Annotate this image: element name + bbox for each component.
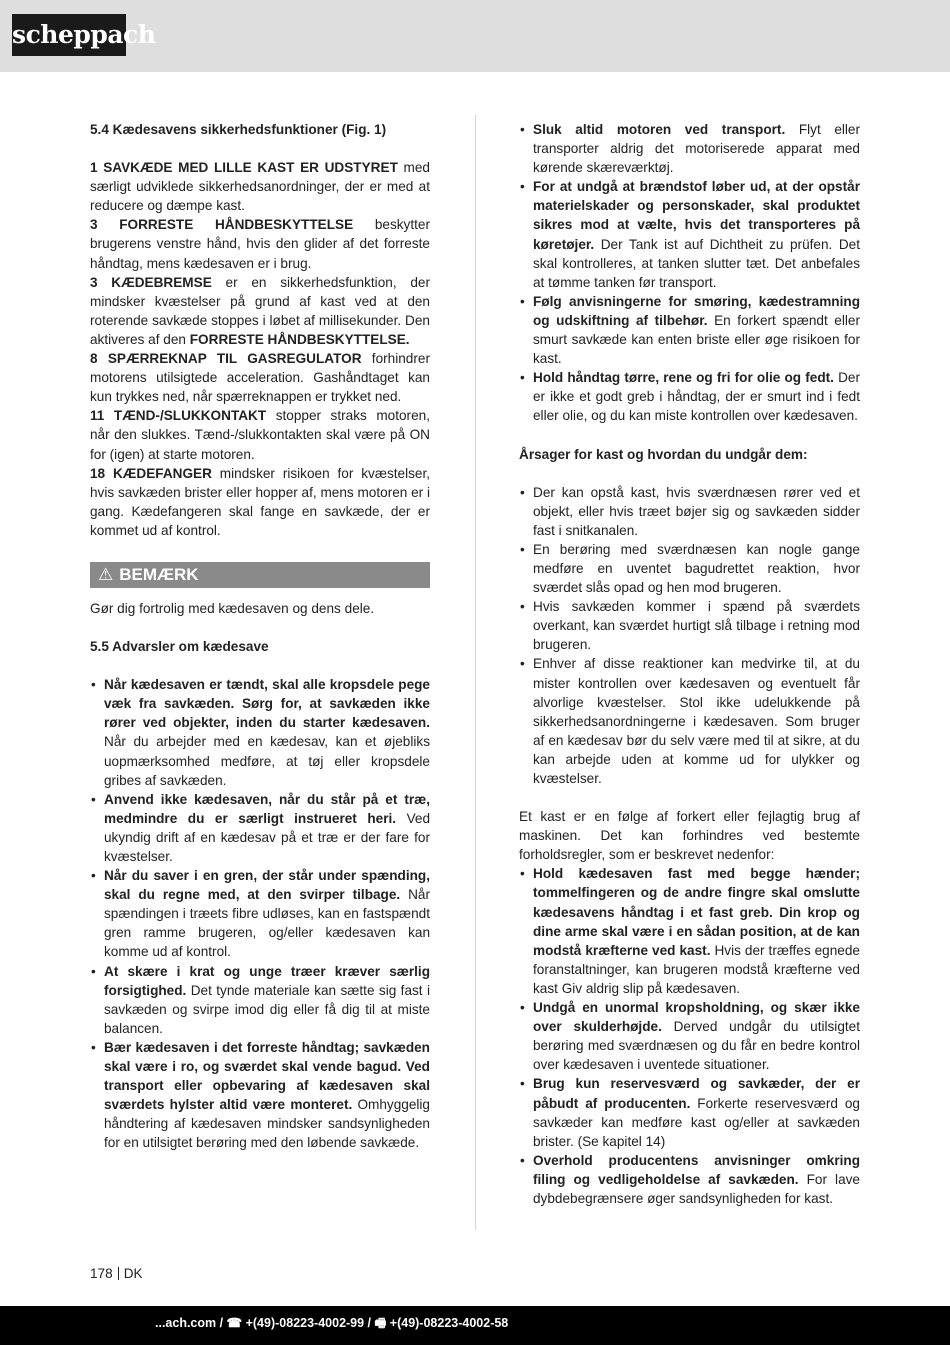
list-item: [519, 1074, 860, 1150]
feature-item: [90, 464, 430, 540]
column-divider: [475, 115, 476, 1230]
warning-text: Når du arbejder med en kædesav, kan et øjebliks uopmærksomhed medføre, at tøj eller kropsdele gribes af savkæden.: [104, 734, 430, 788]
warning-text: Det tynde materiale kan sætte sig fast i savkæden og svirpe imod dig eller få dig til at miste balancen.: [104, 982, 430, 1036]
list-item: [519, 120, 860, 177]
rule-text: For lave dybdebegrænsere øger sandsynligheden for kast.: [533, 1171, 860, 1206]
warning-bold: Når kædesaven er tændt, skal alle kropsdele pege væk fra savkæden. Sørg for, at savkæden ikke rører ved objekter, inden du starter kædesaven.: [104, 677, 430, 731]
rule-bold: Undgå en unormal kropsholdning, og skær ikke over skulderhøjde.: [533, 1000, 860, 1035]
feature-text: beskytter brugerens venstre hånd, hvis den glider af det forreste håndtag, mens kædesaven er i brug.: [90, 217, 430, 271]
section-title-5-5: 5.5 Advarsler om kædesave: [90, 639, 269, 655]
kickback-intro: Et kast er en følge af forkert eller fejlagtig brug af maskinen. Det kan forhindres ved bestemte forholdsregler, som er beskrevet nedenfor:: [519, 809, 860, 863]
list-item: [519, 998, 860, 1074]
list-item: • Der kan opstå kast, hvis sværdnæsen rører ved et objekt, eller hvis træet bøjer sig og savkæden sidder fast i snitkanalen.: [519, 483, 860, 540]
feature-text: med særligt udviklede sikkerhedsanordninger, der er med at reducere og dæmpe kast.: [90, 160, 430, 214]
list-item: [90, 790, 430, 866]
list-item: [90, 962, 430, 1038]
list-item: [519, 1151, 860, 1208]
warning-bold: Anvend ikke kædesaven, når du står på et træ, medmindre du er særligt instrueret heri.: [104, 791, 430, 826]
feature-label: 3 FORRESTE HÅNDBESKYTTELSE: [90, 217, 354, 233]
rules-list: [519, 864, 860, 1208]
warning-bold: Bær kædesaven i det forreste håndtag; savkæden skal være i ro, og sværdet skal vende bagud. Ved transport eller opbevaring af kædesaven skal sværdets hylster altid være monteret.: [104, 1039, 430, 1113]
warning-bold: Følg anvisningerne for smøring, kædestramning og udskiftning af tilbehør.: [533, 293, 860, 328]
causes-title: Årsager for kast og hvordan du undgår dem:: [519, 446, 808, 462]
feature-text: mindsker risikoen for kvæstelser, hvis savkæden brister eller hopper af, mens motoren er i gang. Kædefangeren skal fange en savkæde, der er kommet ud af kontrol.: [90, 465, 431, 538]
warning-bold: Sluk altid motoren ved transport.: [533, 122, 786, 137]
notice-text: Gør dig fortrolig med kædesaven og dens dele.: [90, 600, 375, 616]
warning-bold: At skære i krat og unge træer kræver særlig forsigtighed.: [104, 963, 430, 998]
warning-text: Flyt eller transporter aldrig det motoriserede apparat med kørende skæreværktøj.: [533, 122, 861, 176]
rule-bold: Hold kædesaven fast med begge hænder; tommelfingeren og de andre fingre skal omslutte kædesavens håndtag i et fast greb. Din krop og dine arme skal være i en sådan position, at de kan modstå kræfterne ved kast.: [533, 866, 860, 958]
rule-text: Derved undgår du utilsigtet berøring med sværdnæsen og du får en bedre kontrol over kædesaven i uventede situationer.: [533, 1019, 861, 1073]
warning-bold: Når du saver i en gren, der står under spænding, skal du regne med, at den svirper tilbage.: [104, 868, 430, 903]
feature-label: 1 SAVKÆDE MED LILLE KAST ER UDSTYRET: [90, 160, 398, 176]
page-number: 178: [90, 1266, 113, 1281]
warning-text: Når spændingen i træets fibre udløses, kan en fastspændt gren ramme brugeren, og/eller kædesaven kan komme ud af kontrol.: [104, 887, 430, 960]
feature-label: 11 TÆND-/SLUKKONTAKT: [90, 408, 267, 424]
warning-bold: For at undgå at brændstof løber ud, at der opstår materielskader og personskader, skal produktet sikres mod at vælte, hvis det transporteres på køretøjer.: [533, 179, 860, 252]
feature-item: [90, 349, 430, 406]
list-item: [90, 675, 430, 790]
contact-info: ...ach.com / ☎ +(49)-08223-4002-99 / 🖷 +(49)-08223-4002-58: [155, 1316, 509, 1330]
feature-label: 18 KÆDEFANGER: [90, 465, 212, 481]
list-item: • En berøring med sværdnæsen kan nogle gange medføre en uventet bagudrettet reaktion, hvor sværdet slås opad og hen mod brugeren.: [519, 540, 860, 597]
footer-separator: [118, 1267, 119, 1280]
warning-text: Omhyggelig håndtering af kædesaven mindsker sandsynligheden for en utilsigtet berøring med den løbende savkæde.: [104, 1097, 430, 1151]
warning-triangle-icon: ⚠: [98, 564, 114, 584]
feature-item: [90, 215, 430, 272]
feature-text: stopper straks motoren, når den slukkes. Tænd-/slukkontakten skal være på ON for (igen) at starte motoren.: [90, 408, 430, 462]
logo-text: scheppach: [12, 20, 156, 49]
language-code: DK: [123, 1266, 143, 1281]
transport-warnings-list: [519, 120, 860, 426]
warnings-list: [90, 675, 430, 1152]
feature-label: 8 SPÆRREKNAP TIL GASREGULATOR: [90, 351, 362, 367]
warning-text: Der Tank ist auf Dichtheit zu prüfen. Det skal kontrolleres, at tanken slutter tæt. Det anbefales at tømme tanken før transport.: [533, 236, 860, 290]
feature-text: forhindrer motorens utilsigtede acceleration. Gashåndtaget kan kun trykkes ned, når spærreknappen er trykket ned.: [90, 351, 430, 405]
feature-label-secondary: FORRESTE HÅNDBESKYTTELSE.: [189, 331, 410, 347]
list-item: [90, 866, 430, 961]
warning-text: Ved ukyndig drift af en kædesav på et træ er der fare for kvæstelser.: [104, 810, 431, 864]
causes-list: [519, 483, 860, 789]
left-column: [90, 120, 430, 1153]
rule-bold: Overhold producentens anvisninger omkring filing og vedligeholdelse af savkæden.: [533, 1152, 860, 1187]
list-item: • Enhver af disse reaktioner kan medvirke til, at du mister kontrollen over kædesaven og eventuelt får alvorlige kvæstelser. Stol ikke udelukkende på sikkerhedsanordningerne i kædesaven. Som bruger af en kædesav bør du selv være med til at sikre, at du kan arbejde uden at komme ud for ulykker og kvæstelser.: [519, 654, 860, 788]
feature-item: [90, 273, 430, 349]
list-item: [519, 368, 860, 425]
list-item: [519, 292, 860, 368]
rule-text: Hvis der træffes egnede foranstaltninger, kan brugeren modstå kræfterne ved kast Giv aldrig slip på kædesaven.: [533, 942, 860, 996]
rule-text: Forkerte reservesværd og savkæder kan medføre kast og/eller at savkæden brister. (Se kapitel 14): [533, 1095, 860, 1149]
list-item: • Hvis savkæden kommer i spænd på sværdets overkant, kan sværdet hurtigt slå tilbage i retning mod brugeren.: [519, 597, 860, 654]
list-item: [519, 177, 860, 292]
feature-item: [90, 158, 430, 215]
page-footer: [90, 1266, 143, 1281]
right-column: [519, 120, 860, 1208]
warning-text: En forkert spændt eller smurt savkæde kan enten briste eller øge risikoen for kast.: [533, 312, 860, 367]
scheppach-logo: [12, 14, 156, 56]
notice-title: BEMÆRK: [119, 564, 199, 584]
feature-label: 3 KÆDEBREMSE: [90, 274, 212, 290]
rule-bold: Brug kun reservesværd og savkæder, der er påbudt af producenten.: [533, 1076, 860, 1111]
list-item: [90, 1038, 430, 1153]
section-title-5-4: 5.4 Kædesavens sikkerhedsfunktioner (Fig. 1): [90, 122, 387, 137]
warning-text: Der er ikke et godt greb i håndtag, der er smurt ind i fedt eller olie, og du kan miste kontrollen over kædesaven.: [533, 370, 860, 424]
warning-bold: Hold håndtag tørre, rene og fri for olie og fedt.: [533, 370, 834, 386]
feature-text: er en sikkerhedsfunktion, der mindsker kvæstelser på grund af kast ved at den roterende savkæde stoppes i løbet af millisekunder. Den aktiveres af den: [90, 274, 430, 347]
notice-banner: [90, 562, 430, 588]
list-item: [519, 864, 860, 998]
feature-item: [90, 406, 430, 463]
